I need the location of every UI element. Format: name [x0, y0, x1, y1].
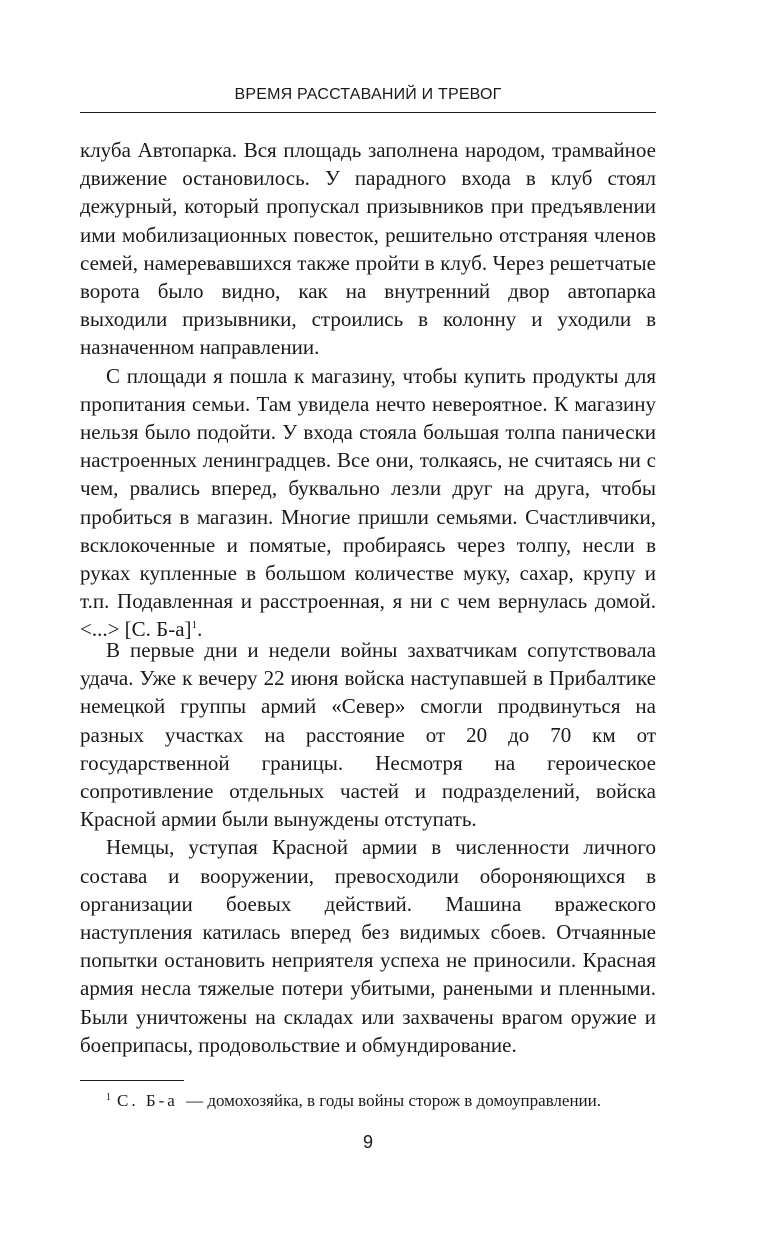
- header-rule: [80, 112, 656, 113]
- footnote-text: — домохозяйка, в годы войны сторож в домоуправлении.: [186, 1091, 601, 1110]
- footnote: [80, 1090, 656, 1112]
- paragraph-3: В первые дни и недели войны захватчикам сопутствовала удача. Уже к вечеру 22 июня войска наступавшей в Прибалтике немецкой группы армий «Север» смогли продвинуться на разных участках на расстояние от 20 до 70 км от государственной границы. Несмотря на героическое сопротивление отдельных частей и подразделений, войска Красной армии были вынуждены отступать.: [80, 638, 656, 832]
- paragraph-1: клуба Автопарка. Вся площадь заполнена народом, трамвайное движение остановилось. У парадного входа в клуб стоял дежурный, который пропускал призывников при предъявлении ими мобилизационных повесток, решительно отстраняя членов семей, намеревавшихся также пройти в клуб. Через решетчатые ворота было видно, как на внутренний двор автопарка выходили призывники, строились в колонну и уходили в назначенном направлении.: [80, 138, 656, 360]
- text-block-memoir: [80, 136, 656, 644]
- page-number: 9: [362, 1132, 373, 1152]
- paragraph-2: С площади я пошла к магазину, чтобы купить продукты для пропитания семьи. Там увидела нечто невероятное. К магазину нельзя было подойти. У входа стояла большая толпа панически настроенных ленинградцев. Все они, толкаясь, не считаясь ни с чем, рвались вперед, буквально лезли друг на друга, чтобы пробиться в магазин. Многие пришли семьями. Счастливчики, всклокоченные и помятые, пробираясь через толпу, несли в руках купленные в большом количестве муку, сахар, крупу и т.п. Подавленная и расстроенная, я ни с чем вернулась домой. <...> [С. Б-а]$^1$.: [80, 363, 656, 642]
- running-title: ВРЕМЯ РАССТАВАНИЙ И ТРЕВОГ: [234, 86, 502, 103]
- footnote-reference: 1: [191, 619, 198, 632]
- footnote-mark: 1: [106, 1092, 111, 1103]
- footnote-rule: [80, 1080, 184, 1081]
- text-block-narrative: [80, 636, 656, 1059]
- paragraph-2-text: С площади я пошла к магазину, чтобы купить продукты для пропитания семьи. Там увидела нечто невероятное. К магазину нельзя было подойти. У входа стояла большая толпа панически настроенных ленинградцев. Все они, толкаясь, не считаясь ни с чем, рвались вперед, буквально лезли друг на друга, чтобы пробиться в магазин. Многие пришли семьями. Счастливчики, всклокоченные и помятые, пробираясь через толпу, несли в руках купленные в большом количестве муку, сахар, крупу и т.п. Подавленная и расстроенная, я ни с чем вернулась домой. <...> [С. Б-а]: [80, 363, 656, 642]
- footnote-name: С. Б-а: [117, 1091, 178, 1110]
- paragraph-4: Немцы, уступая Красной армии в численности личного состава и вооружении, превосходили обороняющихся в организации боевых действий. Машина вражеского наступления катилась вперед без видимых сбоев. Отчаянные попытки остановить неприятеля успеха не приносили. Красная армия несла тяжелые потери убитыми, ранеными и пленными. Были уничтожены на складах или захвачены врагом оружие и боеприпасы, продовольствие и обмундирование.: [80, 835, 656, 1057]
